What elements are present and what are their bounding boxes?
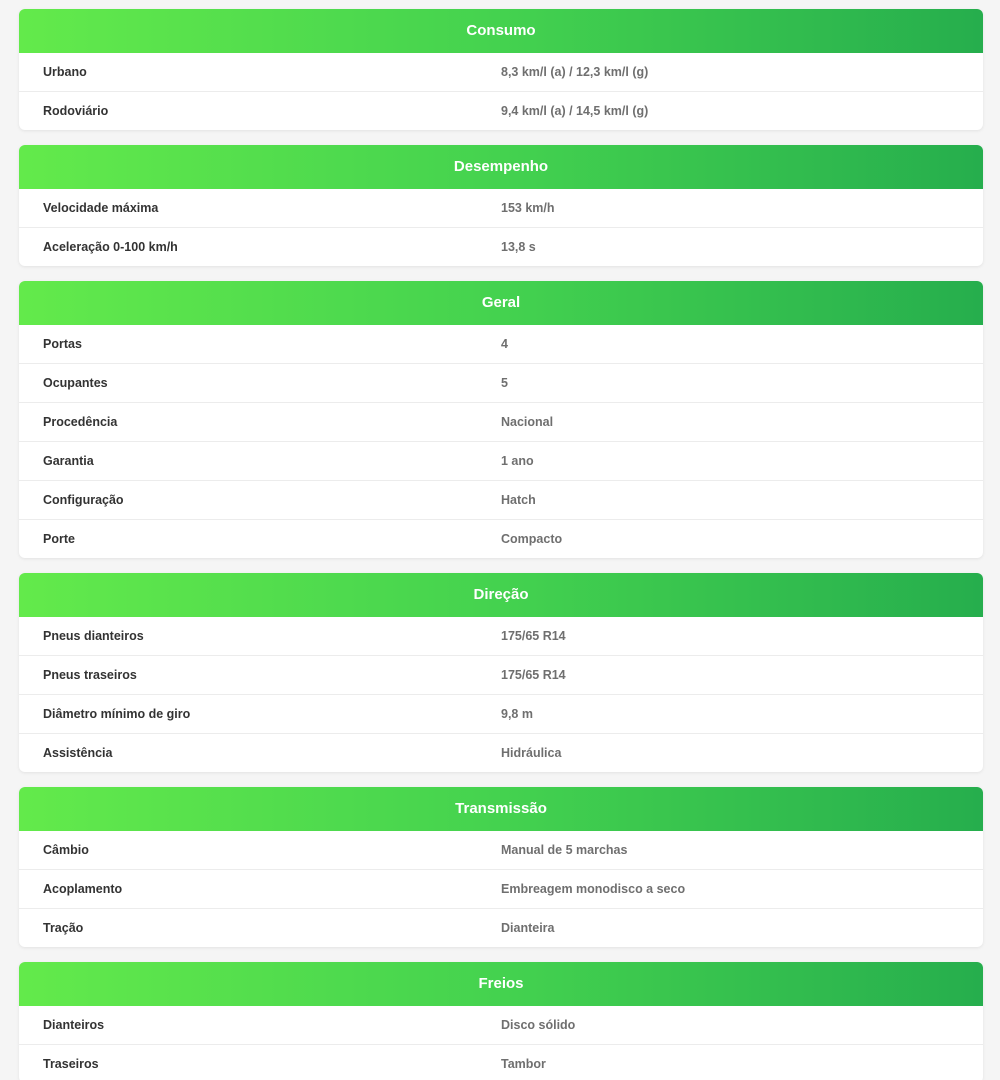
spec-section xyxy=(19,573,983,772)
spec-row xyxy=(19,228,983,266)
spec-row xyxy=(19,734,983,772)
spec-row xyxy=(19,364,983,403)
spec-label: Câmbio xyxy=(43,843,89,857)
spec-section xyxy=(19,281,983,558)
spec-value: Disco sólido xyxy=(501,1018,576,1032)
spec-label: Garantia xyxy=(43,454,94,468)
spec-value: 9,8 m xyxy=(501,707,533,721)
spec-value: 175/65 R14 xyxy=(501,629,566,643)
spec-row xyxy=(19,481,983,520)
spec-value: 13,8 s xyxy=(501,240,536,254)
spec-row xyxy=(19,870,983,909)
spec-value: Manual de 5 marchas xyxy=(501,843,628,857)
spec-row xyxy=(19,1006,983,1045)
section-title: Freios xyxy=(19,962,983,1006)
spec-value: 5 xyxy=(501,376,508,390)
spec-value: Compacto xyxy=(501,532,563,546)
spec-label: Urbano xyxy=(43,65,87,79)
spec-row xyxy=(19,403,983,442)
spec-section xyxy=(19,962,983,1080)
spec-value: Dianteira xyxy=(501,921,555,935)
spec-label: Pneus traseiros xyxy=(43,668,137,682)
spec-row xyxy=(19,92,983,130)
spec-value: 153 km/h xyxy=(501,201,555,215)
spec-row xyxy=(19,520,983,558)
spec-value: Tambor xyxy=(501,1057,546,1071)
spec-row xyxy=(19,53,983,92)
spec-value: Embreagem monodisco a seco xyxy=(501,882,686,896)
spec-value: 8,3 km/l (a) / 12,3 km/l (g) xyxy=(501,65,649,79)
spec-label: Assistência xyxy=(43,746,113,760)
spec-value: Hatch xyxy=(501,493,536,507)
spec-row xyxy=(19,189,983,228)
spec-label: Acoplamento xyxy=(43,882,123,896)
spec-row xyxy=(19,442,983,481)
spec-row xyxy=(19,695,983,734)
section-title: Transmissão xyxy=(19,787,983,831)
spec-label: Diâmetro mínimo de giro xyxy=(43,707,191,721)
spec-label: Aceleração 0-100 km/h xyxy=(43,240,178,254)
spec-section xyxy=(19,9,983,130)
spec-row xyxy=(19,325,983,364)
spec-label: Velocidade máxima xyxy=(43,201,159,215)
spec-label: Portas xyxy=(43,337,82,351)
spec-label: Pneus dianteiros xyxy=(43,629,144,643)
spec-label: Procedência xyxy=(43,415,118,429)
spec-label: Configuração xyxy=(43,493,124,507)
section-title: Geral xyxy=(19,281,983,325)
section-title: Direção xyxy=(19,573,983,617)
spec-label: Traseiros xyxy=(43,1057,99,1071)
spec-value: 1 ano xyxy=(501,454,534,468)
spec-row xyxy=(19,656,983,695)
spec-label: Dianteiros xyxy=(43,1018,105,1032)
section-title: Desempenho xyxy=(19,145,983,189)
spec-value: 4 xyxy=(501,337,508,351)
spec-value: Hidráulica xyxy=(501,746,562,760)
spec-row xyxy=(19,617,983,656)
spec-section xyxy=(19,787,983,947)
spec-label: Porte xyxy=(43,532,75,546)
spec-label: Rodoviário xyxy=(43,104,109,118)
spec-value: 9,4 km/l (a) / 14,5 km/l (g) xyxy=(501,104,649,118)
spec-row xyxy=(19,909,983,947)
spec-row xyxy=(19,1045,983,1080)
spec-label: Ocupantes xyxy=(43,376,108,390)
spec-label: Tração xyxy=(43,921,84,935)
section-title: Consumo xyxy=(19,9,983,53)
spec-section xyxy=(19,145,983,266)
spec-row xyxy=(19,831,983,870)
spec-value: Nacional xyxy=(501,415,554,429)
spec-value: 175/65 R14 xyxy=(501,668,566,682)
